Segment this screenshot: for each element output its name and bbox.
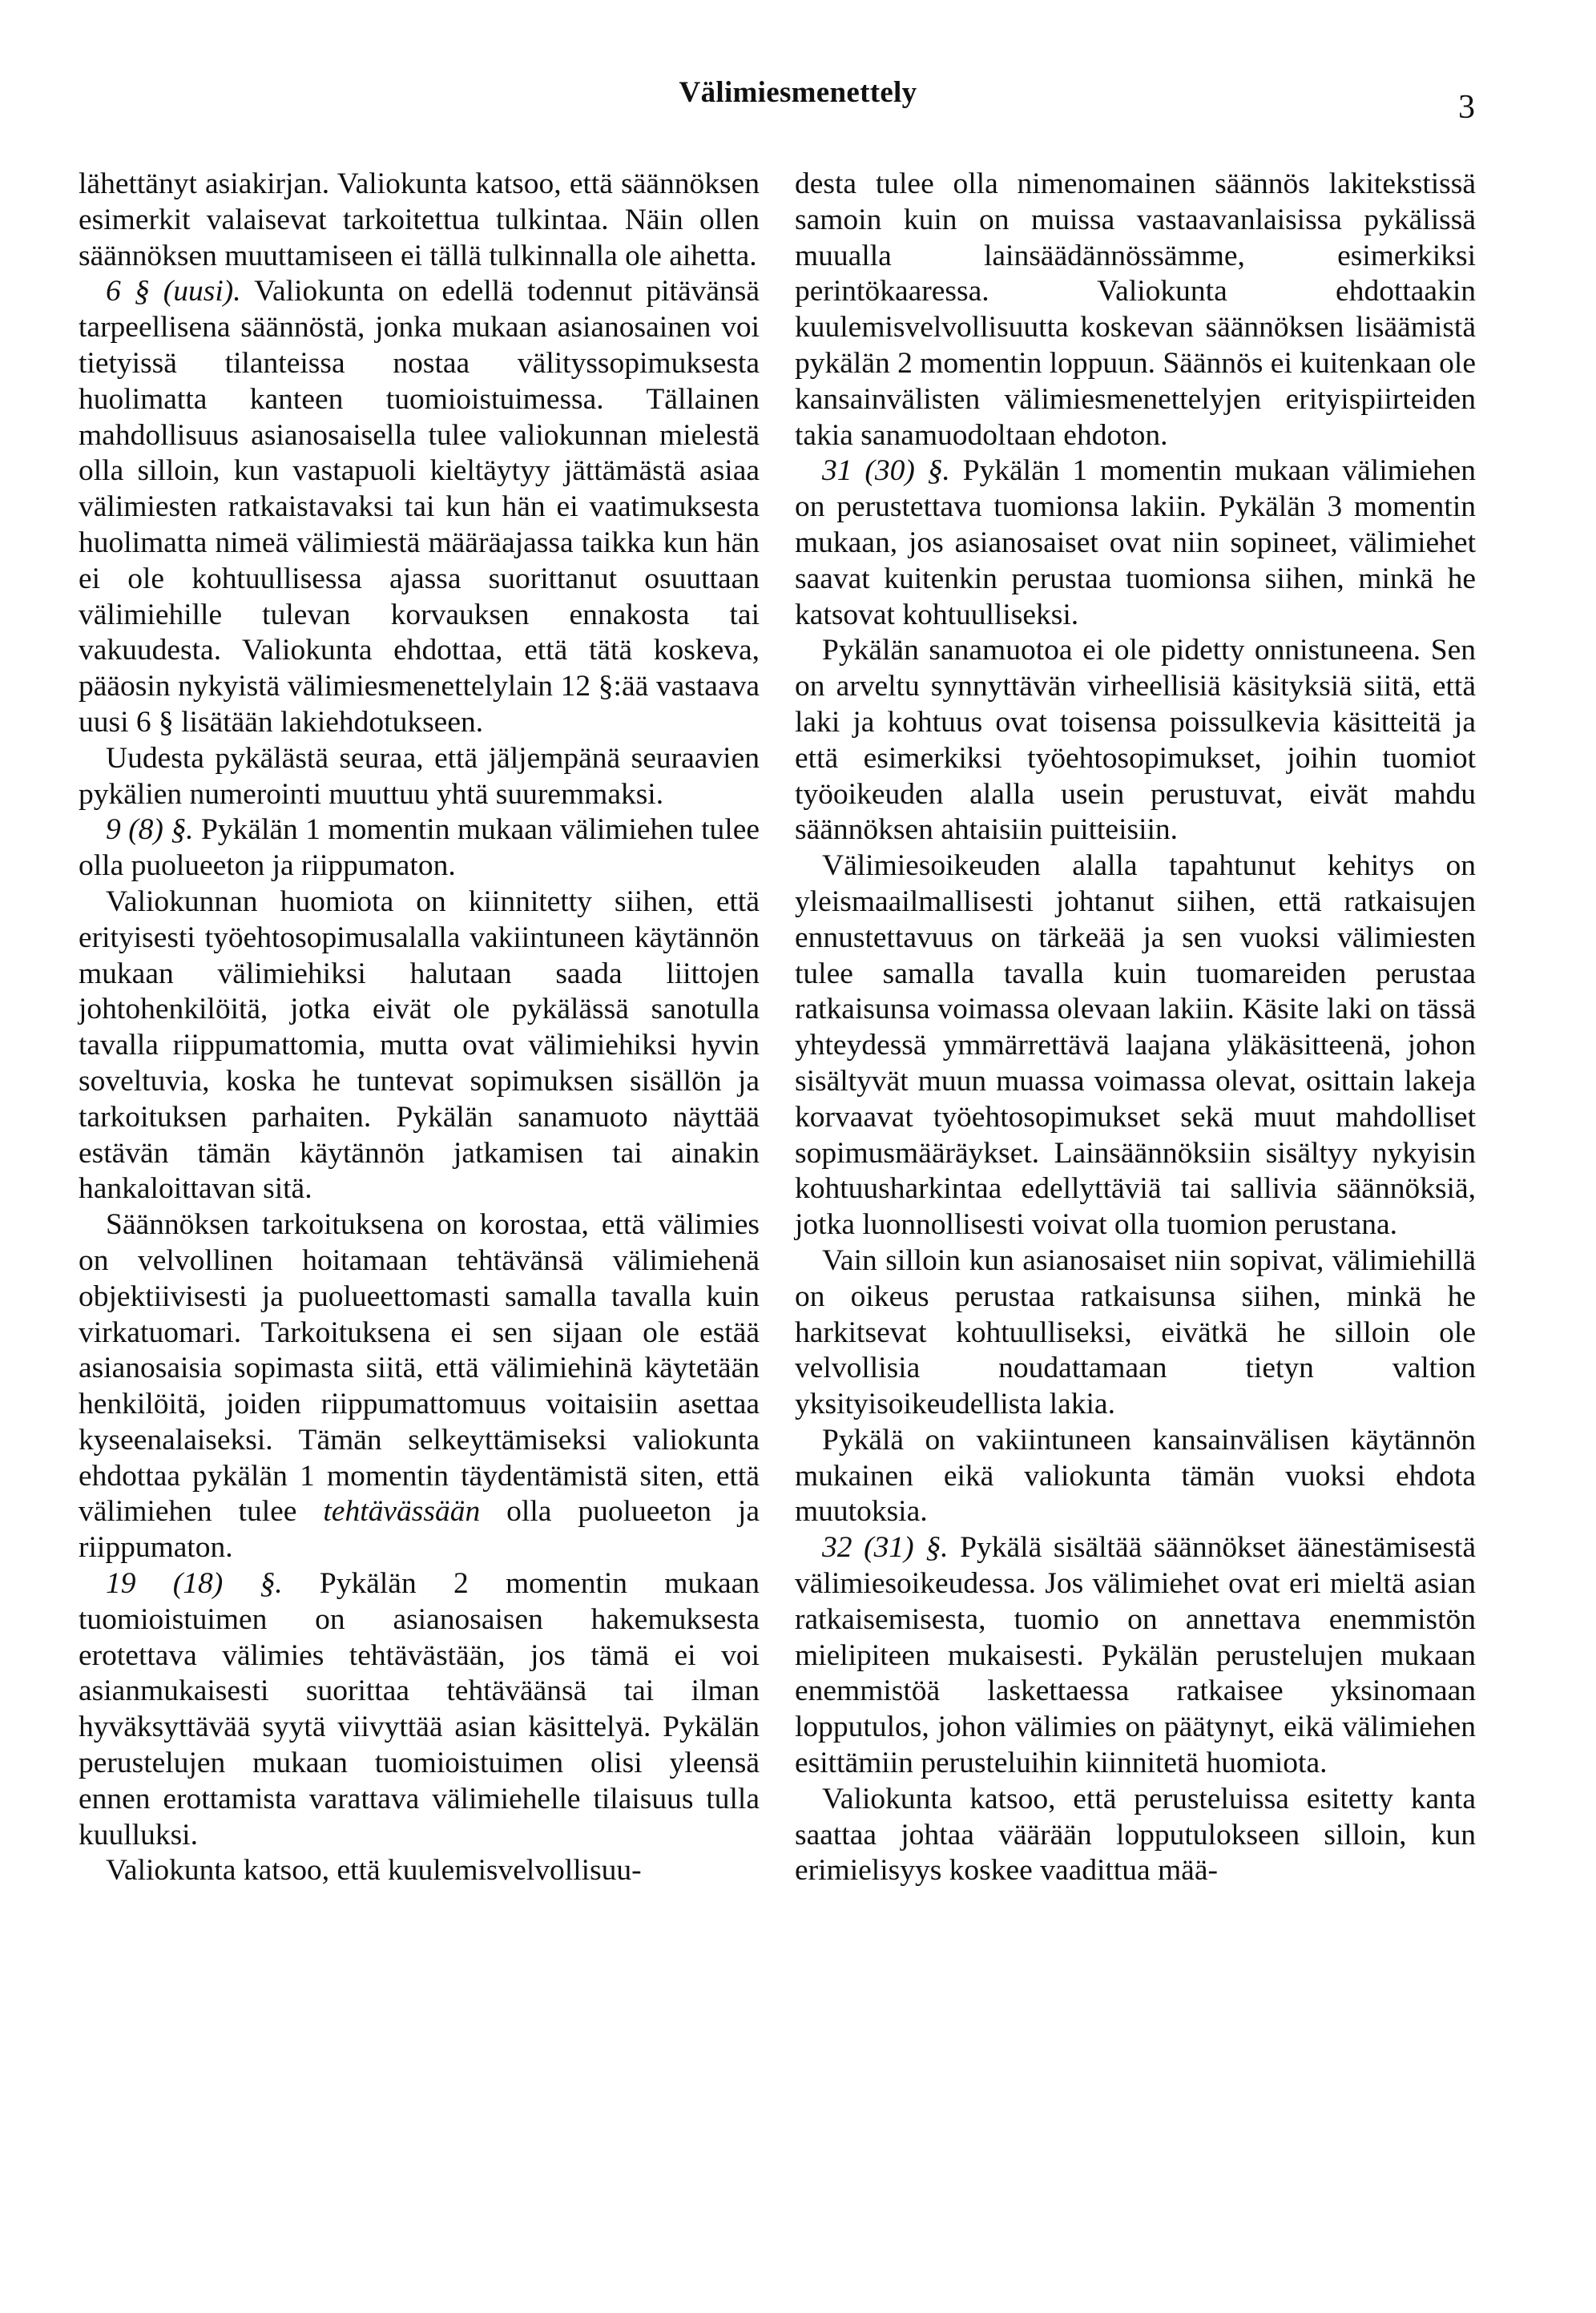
section-reference: 19 (18) §. — [106, 1567, 283, 1601]
paragraph-text: Valiokunnan huomiota on kiinnitetty siihen, että erityisesti työehtosopimusalalla vakiintuneen käytännön mukaan välimiehiksi halutaan saada liittojen johtohenkilöitä, jotka eivät ole pykälässä sanotulla tavalla riippumattomia, mutta ovat välimiehiksi hyvin soveltuvia, koska he tuntevat sopimuksen sisällön ja tarkoituksen parhaiten. Pykälän sanamuoto näyttää estävän tämän käytännön jatkamisen tai ainakin hankaloittavan sitä. — [79, 885, 760, 1206]
paragraph — [79, 1853, 760, 1889]
paragraph-text: lähettänyt asiakirjan. Valiokunta katsoo, että säännöksen esimerkit valaisevat tarkoitettua tulkintaa. Näin ollen säännöksen muuttamiseen ei tällä tulkinnalla ole aihetta. — [79, 167, 760, 272]
paragraph — [795, 1423, 1476, 1530]
paragraph — [795, 1530, 1476, 1782]
paragraph — [79, 885, 760, 1207]
paragraph — [79, 741, 760, 813]
section-reference: 32 (31) §. — [822, 1531, 949, 1565]
paragraph — [79, 167, 760, 274]
paragraph — [79, 1207, 760, 1566]
left-column — [79, 167, 760, 1889]
paragraph-text: desta tulee olla nimenomainen säännös lakitekstissä samoin kuin on muissa vastaavanlaisissa pykälissä muualla lainsäädännössämme, esimerkiksi perintökaaressa. Valiokunta ehdottaakin kuulemisvelvollisuutta koskevan säännöksen lisäämistä pykälän 2 momentin loppuun. Säännös ei kuitenkaan ole kansainvälisten välimiesmenettelyjen erityispiirteiden takia sanamuodoltaan ehdoton. — [795, 167, 1476, 452]
paragraph — [795, 848, 1476, 1243]
right-column — [795, 167, 1476, 1889]
paragraph — [79, 1566, 760, 1853]
paragraph — [795, 633, 1476, 848]
emphasis-text: tehtävässään — [323, 1495, 481, 1529]
paragraph-text: Pykälä sisältää säännökset äänestämisestä välimiesoikeudessa. Jos välimiehet ovat eri mieltä asian ratkaisemisesta, tuomio on annettava enemmistön mielipiteen mukaisesti. Pykälän perustelujen mukaan enemmistöä laskettaessa ratkaisee yksinomaan lopputulos, johon välimies on päätynyt, eikä välimiehen esittämiin perusteluihin kiinnitetä huomiota. — [795, 1531, 1476, 1780]
section-reference: 6 § (uusi). — [106, 275, 241, 308]
paragraph-text-tail: olla puolueeton ja riippumaton. — [79, 1495, 760, 1565]
paragraph-text: Pykälän 1 momentin mukaan välimiehen on perustettava tuomionsa lakiin. Pykälän 3 momentin mukaan, jos asianosaiset ovat niin sopineet, välimiehet saavat kuitenkin perustaa tuomionsa siihen, minkä he katsovat kohtuulliseksi. — [795, 454, 1477, 631]
page-number: 3 — [1458, 89, 1475, 126]
running-title: Välimiesmenettely — [679, 76, 917, 109]
paragraph — [795, 1782, 1476, 1889]
paragraph-text: Pykälän 1 momentin mukaan välimiehen tulee olla puolueeton ja riippumaton. — [79, 813, 760, 883]
paragraph-text: Säännöksen tarkoituksena on korostaa, että välimies on velvollinen hoitamaan tehtävänsä välimiehenä objektiivisesti ja puolueettomasti samalla tavalla kuin virkatuomari. Tarkoituksena ei sen sijaan ole estää asianosaisia sopimasta siitä, että välimiehinä käytetään henkilöitä, joiden riippumattomuus voitaisiin asettaa kyseenalaiseksi. Tämän selkeyttämiseksi valiokunta ehdottaa pykälän 1 momentin täydentämistä siten, että välimiehen tulee — [79, 1208, 760, 1529]
paragraph-text: Valiokunta katsoo, että kuulemisvelvollisuu- — [106, 1854, 642, 1888]
paragraph-text: Uudesta pykälästä seuraa, että jäljempänä seuraavien pykälien numerointi muuttuu yhtä suuremmaksi. — [79, 741, 760, 811]
section-reference: 9 (8) §. — [106, 813, 194, 847]
paragraph — [795, 1243, 1476, 1423]
paragraph-text: Välimiesoikeuden alalla tapahtunut kehitys on yleismaailmallisesti johtanut siihen, että ratkaisujen ennustettavuus on tärkeää ja sen vuoksi välimiesten tulee samalla tavalla kuin tuomareiden perustaa ratkaisunsa voimassa olevaan lakiin. Käsite laki on tässä yhteydessä ymmärrettävä laajana yläkäsitteenä, johon sisältyvät muun muassa voimassa olevat, osittain lakeja korvaavat työehtosopimukset sekä muut mahdolliset sopimusmääräykset. Lainsäännöksiin sisältyy nykyisin kohtuusharkintaa edellyttäviä tai sallivia säännöksiä, jotka luonnollisesti voivat olla tuomion perustana. — [795, 849, 1476, 1242]
paragraph-text: Vain silloin kun asianosaiset niin sopivat, välimiehillä on oikeus perustaa ratkaisunsa siihen, minkä he harkitsevat kohtuulliseksi, eivätkä he silloin ole velvollisia noudattamaan tietyn valtion yksityisoikeudellista lakia. — [795, 1243, 1476, 1421]
paragraph-text: Pykälän sanamuotoa ei ole pidetty onnistuneena. Sen on arveltu synnyttävän virheellisiä käsityksiä siitä, että laki ja kohtuus ovat toisensa poissulkevia käsitteitä ja että esimerkiksi työehtosopimukset, joihin tuomiot työoikeuden alalla usein perustuvat, eivät mahdu säännöksen ahtaisiin puitteisiin. — [795, 634, 1476, 847]
paragraph — [79, 812, 760, 885]
paragraph-text: Pykälän 2 momentin mukaan tuomioistuimen on asianosaisen hakemuksesta erotettava välimies tehtävästään, jos tämä ei voi asianmukaisesti suorittaa tehtäväänsä tai ilman hyväksyttävää syytä viivyttää asian käsittelyä. Pykälän perustelujen mukaan tuomioistuimen olisi yleensä ennen erottamista varattava välimiehelle tilaisuus tulla kuulluksi. — [79, 1567, 760, 1852]
paragraph-text: Valiokunta on edellä todennut pitävänsä tarpeellisena säännöstä, jonka mukaan asianosainen voi tietyissä tilanteissa nostaa välityssopimuksesta huolimatta kanteen tuomioistuimessa. Tällainen mahdollisuus asianosaisella tulee valiokunnan mielestä olla silloin, kun vastapuoli kieltäytyy jättämästä asiaa välimiesten ratkaistavaksi tai kun hän ei vaatimuksesta huolimatta nimeä välimiestä määräajassa taikka kun hän ei ole kohtuullisessa ajassa suorittanut osuuttaan välimiehille tulevan korvauksen ennakosta tai vakuudesta. Valiokunta ehdottaa, että tätä koskeva, pääosin nykyistä välimiesmenettelylain 12 §:ää vastaava uusi 6 § lisätään lakiehdotukseen. — [79, 275, 760, 739]
paragraph-text: Valiokunta katsoo, että perusteluissa esitetty kanta saattaa johtaa väärään lopputulokseen silloin, kun erimielisyys koskee vaadittua mää- — [795, 1782, 1476, 1888]
paragraph — [795, 167, 1476, 453]
paragraph — [79, 274, 760, 740]
paragraph — [795, 453, 1476, 633]
section-reference: 31 (30) §. — [822, 454, 950, 488]
paragraph-text: Pykälä on vakiintuneen kansainvälisen käytännön mukainen eikä valiokunta tämän vuoksi ehdota muutoksia. — [795, 1423, 1476, 1529]
